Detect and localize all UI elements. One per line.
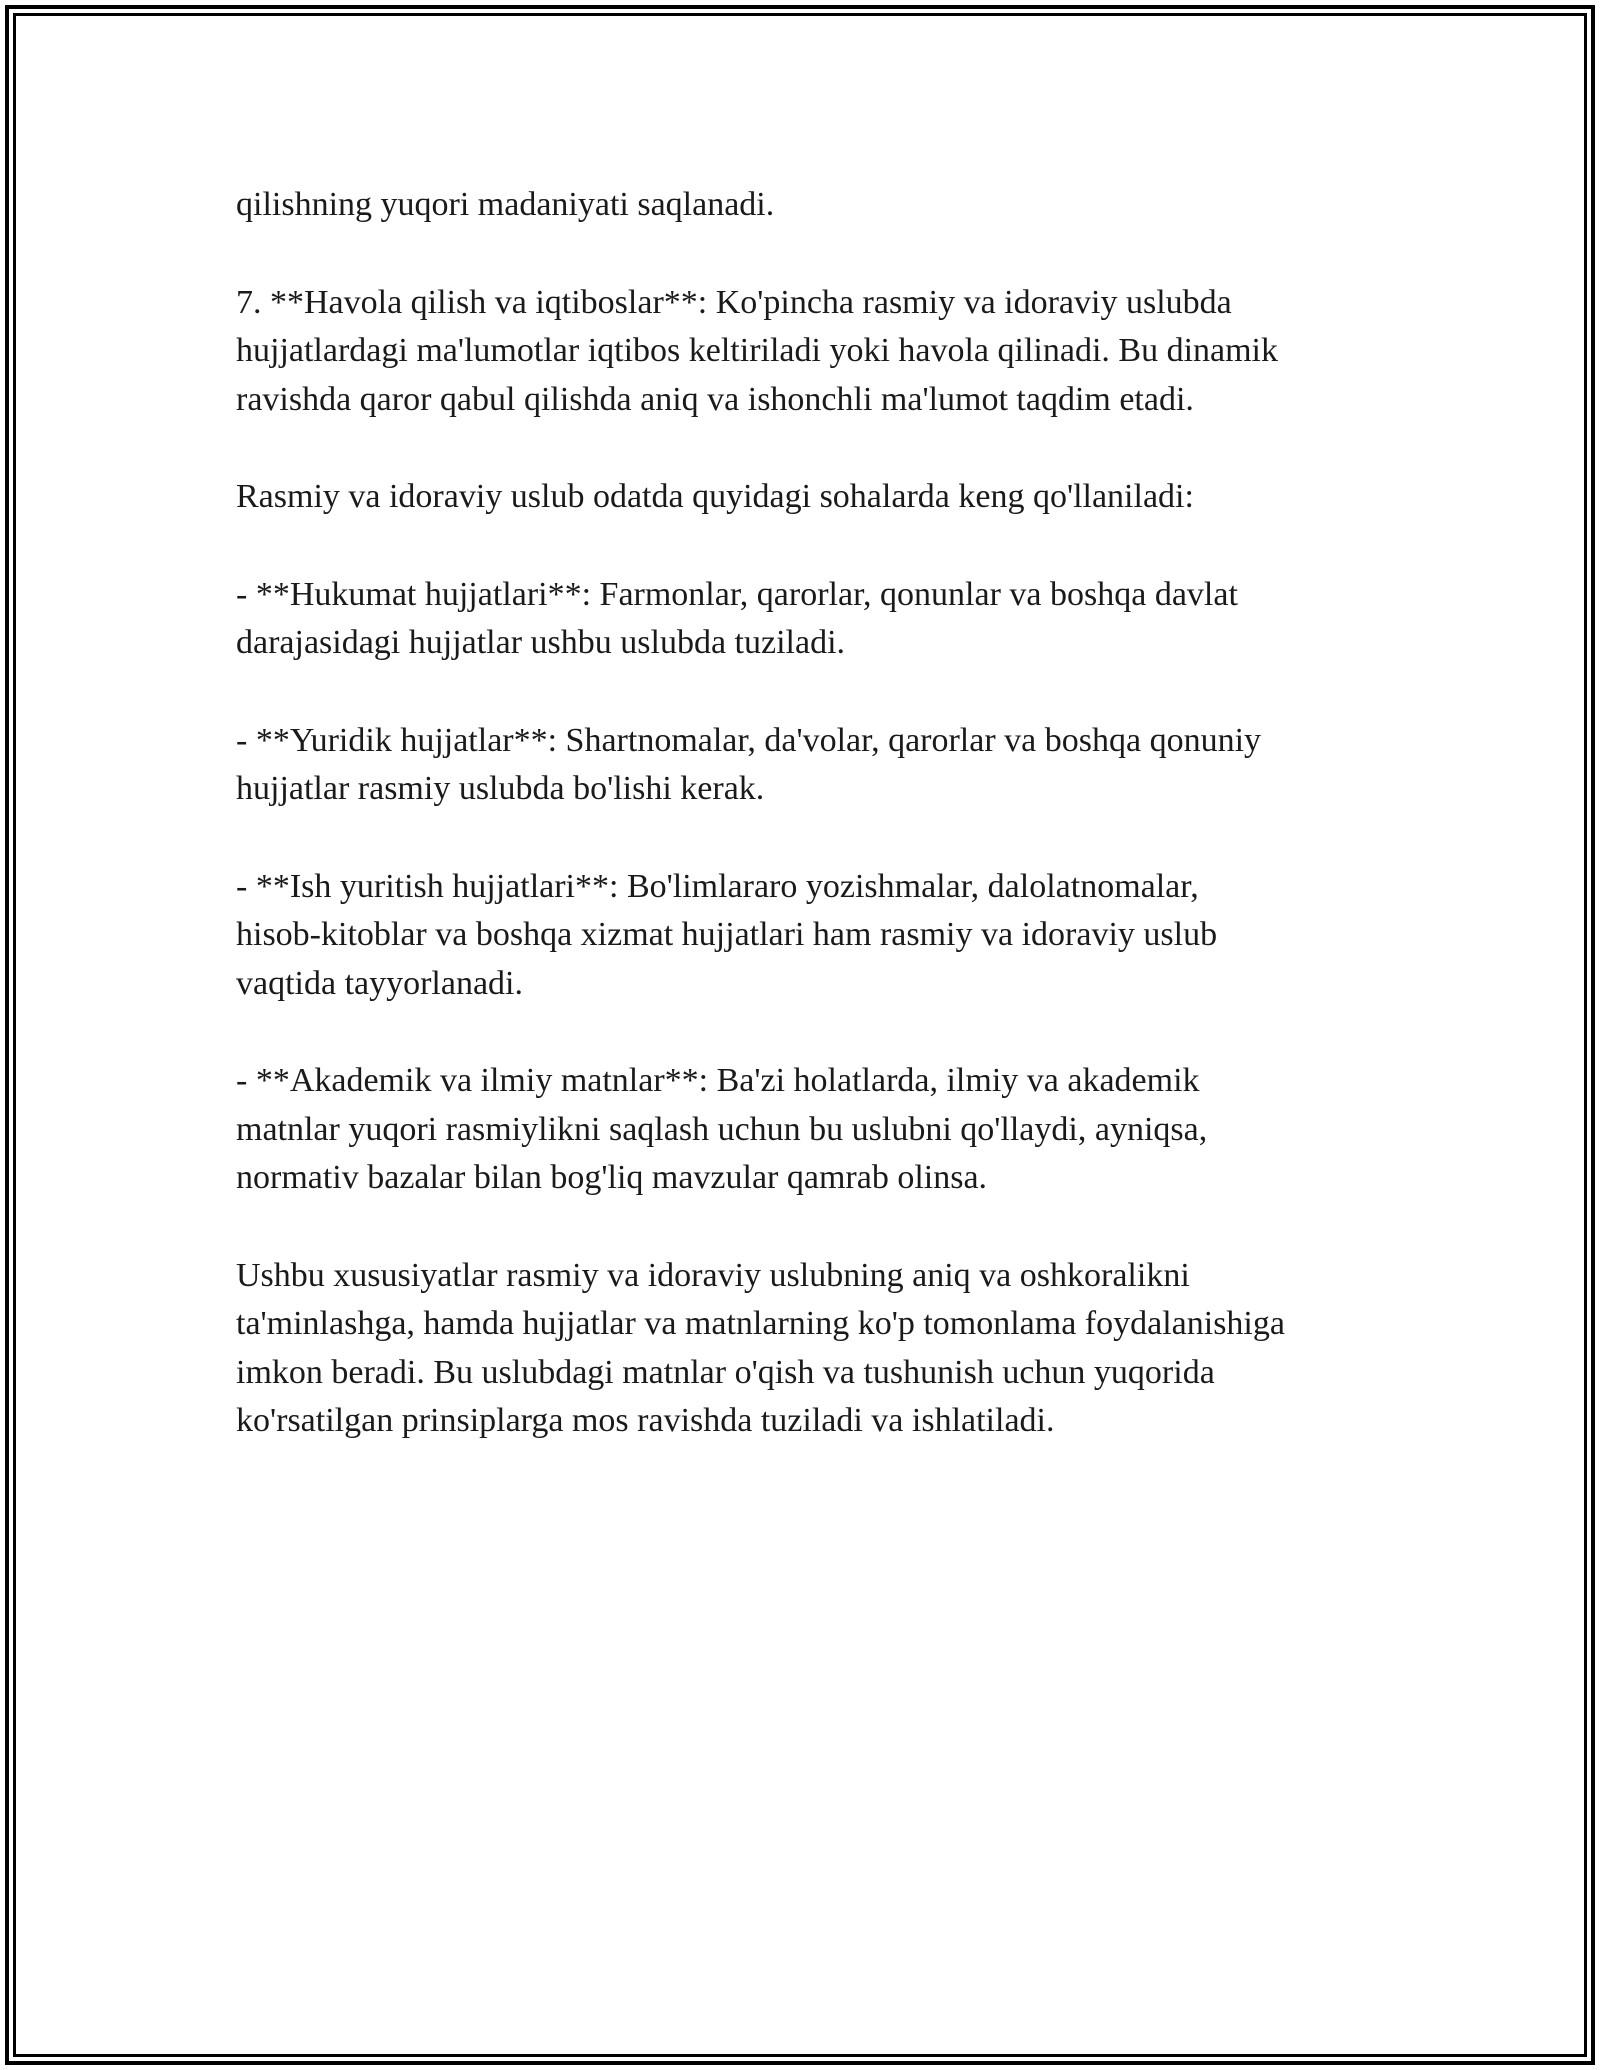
paragraph-citations-point: 7. **Havola qilish va iqtiboslar**: Ko'pincha rasmiy va idoraviy uslubda hujjatlardagi ma'lumotlar iqtibos keltiriladi yoki havola qilinadi. Bu dinamik ravishda qaror qabul qilishda aniq va ishonchli ma'lumot taqdim etadi.	[236, 283, 1278, 418]
paragraph-continuation: qilishning yuqori madaniyati saqlanadi.	[236, 186, 775, 223]
list-item-academic-texts: - **Akademik va ilmiy matnlar**: Ba'zi holatlarda, ilmiy va akademik matnlar yuqori rasmiylikni saqlash uchun bu uslubni qo'llaydi, ayniqsa, normativ bazalar bilan bog'liq mavzular qamrab olinsa.	[236, 1062, 1208, 1196]
list-item-government-documents: - **Hukumat hujjatlari**: Farmonlar, qarorlar, qonunlar va boshqa davlat darajasidagi hujjatlar ushbu uslubda tuziladi.	[236, 575, 1238, 661]
list-item-legal-documents: - **Yuridik hujjatlar**: Shartnomalar, da'volar, qarorlar va boshqa qonuniy hujjatlar rasmiy uslubda bo'lishi kerak.	[236, 721, 1262, 807]
document-body	[236, 181, 1386, 1495]
paragraph-conclusion: Ushbu xususiyatlar rasmiy va idoraviy uslubning aniq va oshkoralikni ta'minlashga, hamda hujjatlar va matnlarning ko'p tomonlama foydalanishiga imkon beradi. Bu uslubdagi matnlar o'qish va tushunish uchun yuqorida ko'rsatilgan prinsiplarga mos ravishda tuziladi va ishlatiladi.	[236, 1256, 1285, 1439]
list-item-office-documents: - **Ish yuritish hujjatlari**: Bo'limlararo yozishmalar, dalolatnomalar, hisob-kitoblar va boshqa xizmat hujjatlari ham rasmiy va idoraviy uslub vaqtida tayyorlanadi.	[236, 867, 1218, 1002]
paragraph-usage-intro: Rasmiy va idoraviy uslub odatda quyidagi sohalarda keng qo'llaniladi:	[236, 478, 1194, 515]
